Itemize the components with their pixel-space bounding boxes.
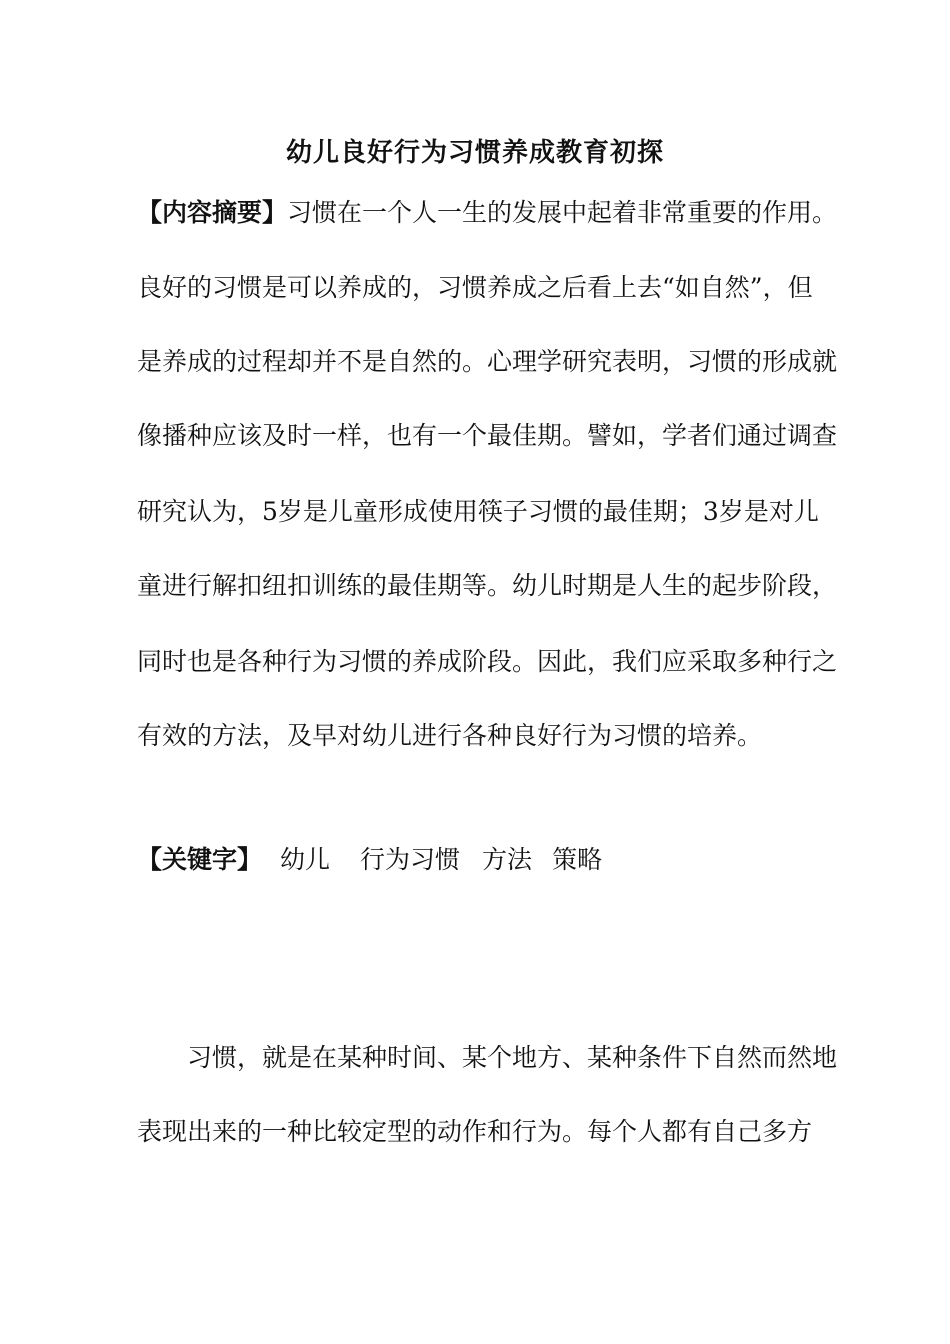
keywords-label: 【关键字】 bbox=[137, 845, 263, 874]
abstract-line-7: 同时也是各种行为习惯的养成阶段。因此，我们应采取多种行之 bbox=[137, 647, 837, 676]
abstract-line-5: 研究认为，5岁是儿童形成使用筷子习惯的最佳期；3岁是对儿 bbox=[137, 497, 819, 526]
abstract-text: 习惯在一个人一生的发展中起着非常重要的作用。 bbox=[287, 198, 837, 227]
keywords-line bbox=[137, 842, 837, 878]
abstract-line-6: 童进行解扣纽扣训练的最佳期等。幼儿时期是人生的起步阶段， bbox=[137, 571, 837, 600]
abstract-label: 【内容摘要】 bbox=[137, 198, 288, 227]
keyword-item: 行为习惯 bbox=[360, 845, 461, 874]
document-title: 幼儿良好行为习惯养成教育初探 bbox=[285, 138, 664, 168]
abstract-line-1 bbox=[137, 195, 837, 231]
abstract-line-3: 是养成的过程却并不是自然的。心理学研究表明，习惯的形成就 bbox=[137, 347, 837, 376]
keyword-item: 幼儿 bbox=[280, 845, 331, 874]
abstract-line-2: 良好的习惯是可以养成的，习惯养成之后看上去“如自然”，但 bbox=[137, 273, 813, 302]
abstract-line-8: 有效的方法，及早对幼儿进行各种良好行为习惯的培养。 bbox=[137, 721, 763, 750]
body-paragraph-line-1: 习惯，就是在某种时间、某个地方、某种条件下自然而然地 bbox=[187, 1043, 838, 1072]
body-paragraph-line-2: 表现出来的一种比较定型的动作和行为。每个人都有自己多方 bbox=[137, 1117, 813, 1146]
keyword-item: 策略 bbox=[552, 845, 603, 874]
abstract-line-4: 像播种应该及时一样，也有一个最佳期。譬如，学者们通过调查 bbox=[137, 421, 837, 450]
keyword-item: 方法 bbox=[482, 845, 533, 874]
